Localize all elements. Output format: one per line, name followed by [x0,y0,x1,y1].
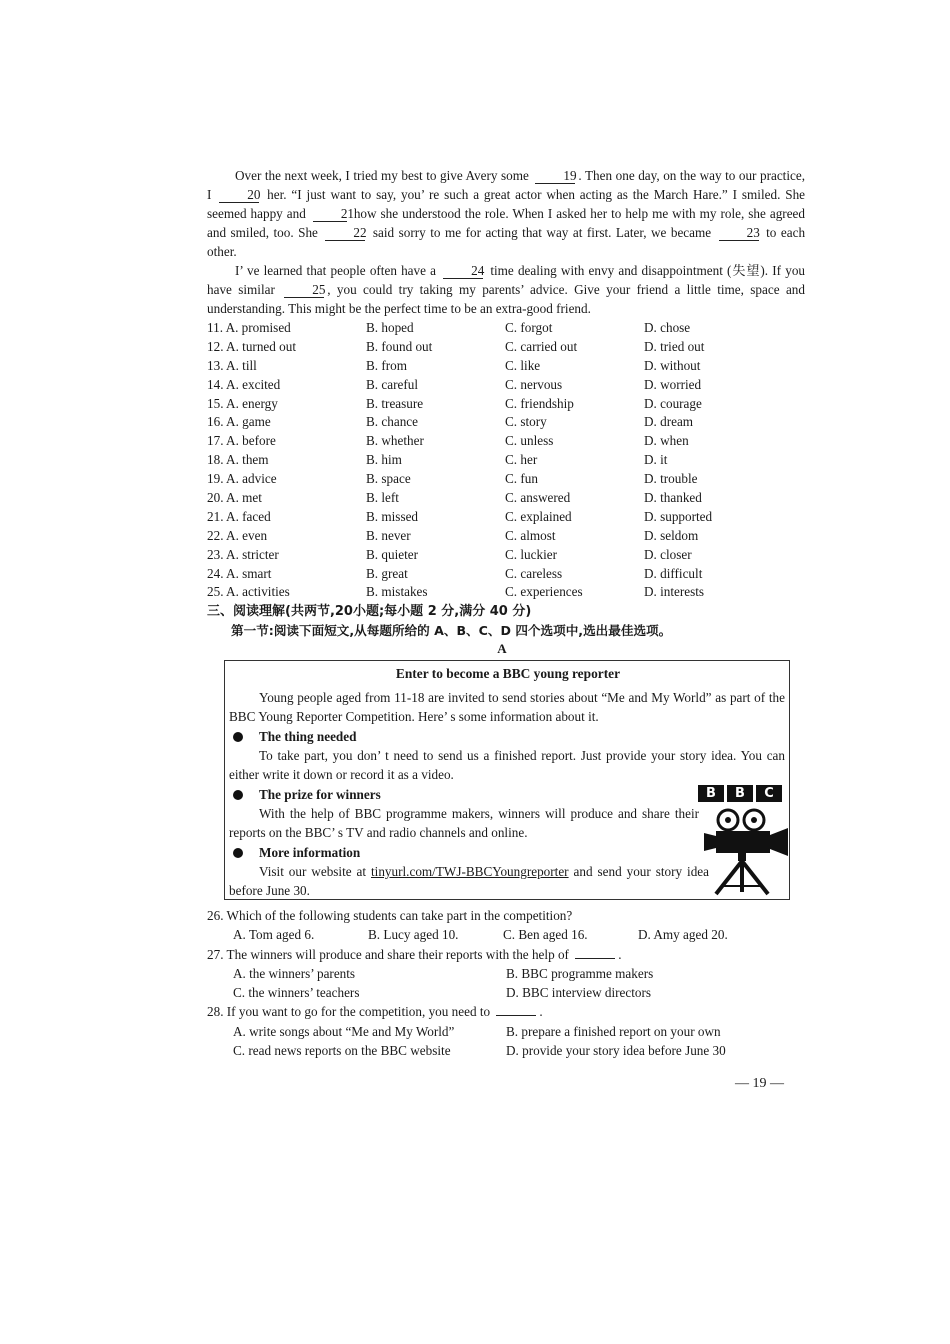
option-row: 21. A. faced B. missed C. explained D. supported [207,508,713,524]
blank-24: 24 [443,263,483,279]
blank-21: 21 [313,206,347,222]
notice-intro: Young people aged from 11-18 are invited to send stories about “Me and My World” as part of the BBC Young Reporter Competition. Here’ s some information about it. [229,690,785,724]
cloze-options [207,319,805,602]
option-row: 14. A. excited B. careful C. nervous D. worried [207,376,702,392]
cloze-section [207,166,805,658]
answer-blank [575,958,615,959]
blank-20: 20 [219,187,259,203]
bbc-logo: B B C [698,785,782,802]
option-row: 25. A. activities B. mistakes C. experiences D. interests [207,584,705,600]
question-27-options: A. the winners’ parents B. BBC programme makers C. the winners’ teachers D. BBC interview directors [233,965,654,1001]
blank-25: 25 [284,282,324,298]
option-row: 17. A. before B. whether C. unless D. when [207,433,689,449]
heading-more-info: More information [233,843,360,862]
option-row: 16. A. game B. chance C. story D. dream [207,414,694,430]
text-thing-needed: To take part, you don’ t need to send us a finished report. Just provide your story idea. You can either write it down or record it as a video. [229,748,785,782]
bullet-icon [233,732,243,742]
notice-title: Enter to become a BBC young reporter [395,666,621,681]
website-link[interactable]: tinyurl.com/TWJ-BBCYoungreporter [371,864,569,879]
option-row: 15. A. energy B. treasure C. friendship D. courage [207,395,702,411]
passage-letter: A [497,641,507,657]
question-28-options: A. write songs about “Me and My World” B. prepare a finished report on your own C. read news reports on the BBC website D. provide your story idea before June 30 [233,1023,726,1059]
reading-questions [207,906,805,1060]
option-row: 18. A. them B. him C. her D. it [207,452,668,468]
blank-19: 19 [535,168,575,184]
page-number: — 19 — [735,1076,784,1091]
question-27: 27. The winners will produce and share their reports with the help of . [207,946,622,962]
bullet-icon [233,790,243,800]
answer-blank [496,1015,536,1016]
section-title: 三、阅读理解(共两节,20小题;每小题 2 分,满分 40 分) [207,604,532,620]
blank-23: 23 [719,225,759,241]
bullet-icon [233,848,243,858]
option-row: 20. A. met B. left C. answered D. thanked [207,490,702,506]
blank-22: 22 [325,225,365,241]
option-row: 23. A. stricter B. quieter C. luckier D. closer [207,546,692,562]
text-more-info: Visit our website at tinyurl.com/TWJ-BBCYoungreporter and send your story idea before June 30. [229,864,710,898]
question-28: 28. If you want to go for the competition, you need to . [207,1004,543,1020]
heading-prize: The prize for winners [233,785,381,804]
option-row: 11. A. promised B. hoped C. forgot D. chose [207,320,691,335]
film-camera-icon [702,806,794,896]
question-26-options: A. Tom aged 6. B. Lucy aged 10. C. Ben aged 16. D. Amy aged 20. [233,927,728,943]
heading-thing-needed: The thing needed [233,727,356,746]
text-prize: With the help of BBC programme makers, winners will produce and share their reports on the BBC’ s TV and radio channels and online. [229,806,699,840]
option-row: 13. A. till B. from C. like D. without [207,357,701,373]
option-row: 22. A. even B. never C. almost D. seldom [207,527,699,543]
passage-paragraph-1: Over the next week, I tried my best to give Avery some 19 . Then one day, on the way to our practice, I 20 her. “I just want to say, you’ re such a great actor when acting as the March Hare.” I smiled. She seemed happy and 21 how she understood the role. When I asked her to help me with my role, she agreed and smiled, too. She 22 said sorry to me for acting that way at first. Later, we became 23 to each other. [207,168,806,259]
option-row: 19. A. advice B. space C. fun D. trouble [207,471,698,487]
question-26: 26. Which of the following students can take part in the competition? [207,908,573,923]
option-row: 12. A. turned out B. found out C. carried out D. tried out [207,338,705,354]
passage-paragraph-2: I’ ve learned that people often have a 24 time dealing with envy and disappointment (失望). If you have similar 25 , you could try taking my parents’ advice. Give your friend a little time, space and understanding. This might be the perfect time to be an extra-good friend. [207,263,806,316]
option-row: 24. A. smart B. great C. careless D. difficult [207,565,703,581]
part-instruction: 第一节:阅读下面短文,从每题所给的 A、B、C、D 四个选项中,选出最佳选项。 [231,623,672,639]
